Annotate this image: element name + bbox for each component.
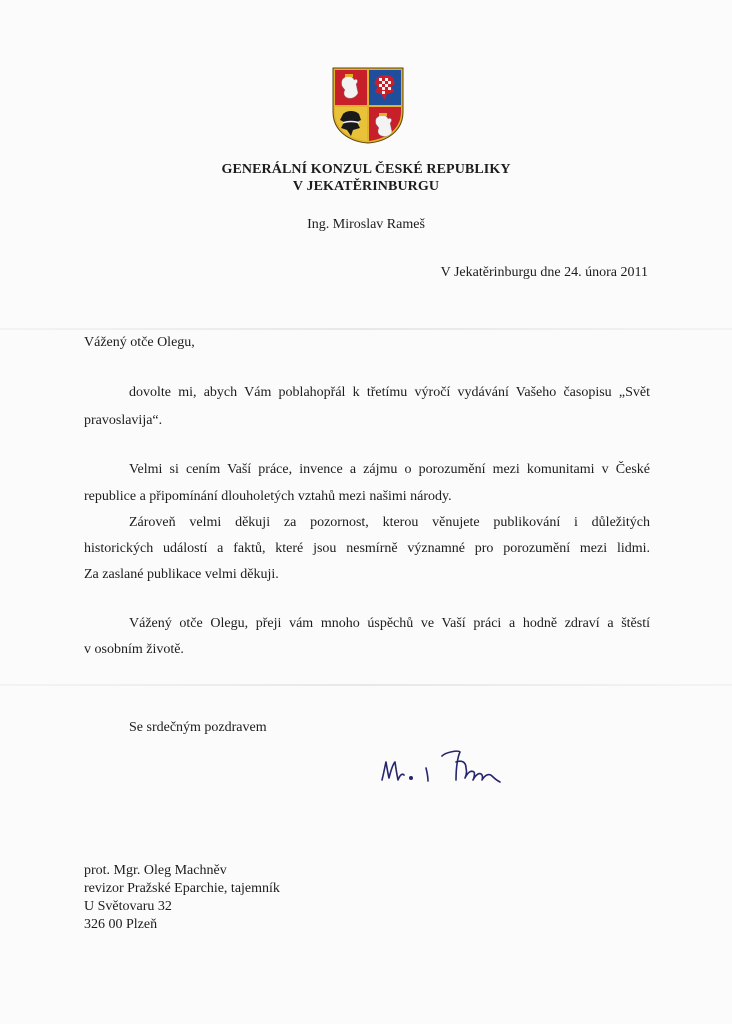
recipient-line-1: prot. Mgr. Oleg Machněv	[84, 863, 227, 878]
closing: Se srdečným pozdravem	[129, 720, 267, 735]
body-paragraph-1-line-1: dovolte mi, abych Vám poblahopřál k třetímu výročí vydávání Vašeho časopisu „Svět	[129, 385, 650, 400]
handwritten-signature	[376, 742, 526, 792]
paper-fold	[0, 328, 732, 330]
recipient-line-2: revizor Pražské Eparchie, tajemník	[84, 881, 280, 896]
body-paragraph-3-line-2: historických událostí a faktů, které jsou nesmírně významné pro porozumění mezi lidmi.	[84, 541, 650, 556]
letterhead-title-line1: GENERÁLNÍ KONZUL ČESKÉ REPUBLIKY	[221, 162, 511, 177]
recipient-line-4: 326 00 Plzeň	[84, 917, 158, 932]
body-paragraph-2-line-2: republice a připomínání dlouholetých vztahů mezi našimi národy.	[84, 489, 452, 504]
date-line: V Jekatěrinburgu dne 24. února 2011	[440, 265, 648, 280]
body-paragraph-3-line-3: Za zaslané publikace velmi děkuji.	[84, 567, 279, 582]
letterhead-title-line2: V JEKATĚRINBURGU	[292, 179, 440, 194]
body-paragraph-1-line-2: pravoslavija“.	[84, 413, 163, 428]
recipient-line-3: U Světovaru 32	[84, 899, 172, 914]
body-paragraph-3-line-1: Zároveň velmi děkuji za pozornost, kterou věnujete publikování i důležitých	[129, 515, 650, 530]
body-paragraph-4-line-1: Vážený otče Olegu, přeji vám mnoho úspěchů ve Vaší práci a hodně zdraví a štěstí	[129, 616, 650, 631]
sender-name: Ing. Miroslav Rameš	[307, 217, 425, 232]
body-paragraph-4-line-2: v osobním životě.	[84, 642, 184, 657]
body-paragraph-2-line-1: Velmi si cením Vaší práce, invence a zájmu o porozumění mezi komunitami v České	[129, 462, 650, 477]
czech-coat-of-arms-icon	[331, 66, 405, 144]
salutation: Vážený otče Olegu,	[84, 335, 195, 350]
paper-fold	[0, 684, 732, 686]
